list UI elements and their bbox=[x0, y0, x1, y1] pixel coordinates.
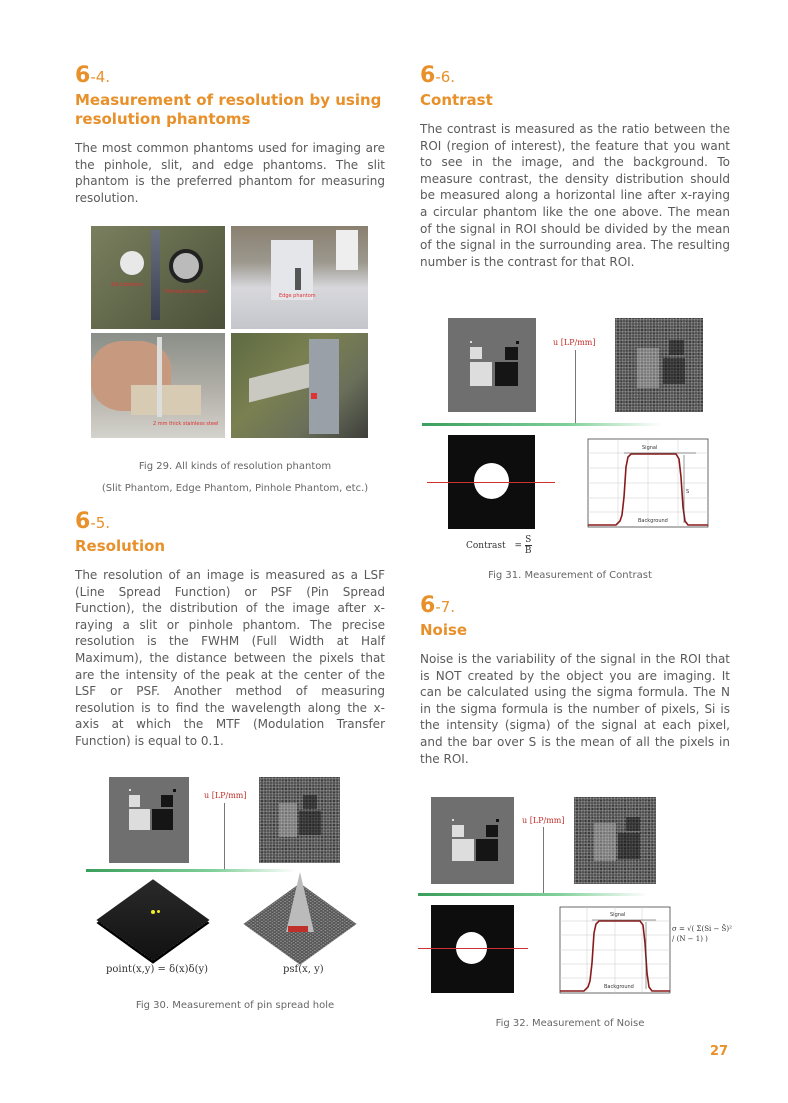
fig30-caption: Fig 30. Measurement of pin spread hole bbox=[135, 1000, 335, 1011]
section-number: 6-6. bbox=[420, 63, 456, 88]
section-title: Measurement of resolution by using resolution phantoms bbox=[75, 91, 382, 128]
section-6-5 bbox=[75, 510, 385, 750]
plot-background-label: Background bbox=[638, 518, 668, 524]
fig32-caption: Fig 32. Measurement of Noise bbox=[495, 1018, 645, 1029]
circular-phantom bbox=[431, 905, 514, 993]
photo-label-edge: Edge phantom bbox=[279, 293, 316, 299]
section-title: Contrast bbox=[420, 91, 493, 109]
section-body: The resolution of an image is measured as a LSF (Line Spread Function) or PSF (Pin Spread Function), the distribution of the image after x-raying a slit or pinhole phantom. The precise resolution is the FWHM (Full Width at Half Maximum), the distance between the pixels that are the intensity of the peak at the center of the LSF or PSF. Another method of measuring resolution is to find the wavelength along the x-axis at which the MTF (Modulation Transfer Function) is equal to 0.1. bbox=[75, 568, 385, 748]
axis-arrow bbox=[575, 350, 576, 424]
fig29-caption-line1: Fig 29. All kinds of resolution phantom bbox=[138, 461, 332, 472]
axis-arrow bbox=[224, 803, 225, 870]
point-surface-plot bbox=[97, 880, 209, 960]
section-number: 6-5. bbox=[75, 509, 111, 534]
noisy-image bbox=[615, 318, 703, 412]
contrast-profile-plot bbox=[576, 437, 712, 539]
photo-label-pinhole: Pinhole phantom bbox=[165, 289, 208, 295]
axis-arrow bbox=[543, 827, 544, 893]
section-title: Resolution bbox=[75, 537, 166, 555]
section-number: 6-7. bbox=[420, 593, 456, 618]
plot-signal-label: Signal bbox=[610, 912, 626, 918]
section-6-6 bbox=[420, 64, 730, 270]
formula-point: point(x,y) = δ(x)δ(y) bbox=[106, 964, 209, 975]
section-6-4 bbox=[75, 64, 385, 206]
sigma-formula: σ = √( Σ(Si − S̄)² / (N − 1) ) bbox=[672, 925, 732, 943]
contrast-formula: Contrast = $\frac{S}{B}$ bbox=[466, 535, 532, 556]
plot-s-label: S bbox=[686, 489, 690, 495]
section-6-7 bbox=[420, 594, 730, 767]
fig31-caption: Fig 31. Measurement of Contrast bbox=[488, 570, 652, 581]
lp-axis-label: u [LP/mm] bbox=[553, 338, 596, 347]
photo-edge-phantom bbox=[231, 226, 368, 329]
photo-label-steel: 2 mm thick stainless steel bbox=[153, 421, 219, 427]
phantom-image bbox=[448, 318, 536, 412]
plot-signal-label: Signal bbox=[642, 445, 658, 451]
section-number: 6-4. bbox=[75, 63, 111, 88]
plot-background-label: Background bbox=[604, 984, 634, 990]
photo-phantom-setup bbox=[231, 333, 368, 438]
fig29-caption-line2: (Slit Phantom, Edge Phantom, Pinhole Phantom, etc.) bbox=[101, 483, 369, 494]
formula-psf: psf(x, y) bbox=[283, 964, 324, 975]
section-body: The most common phantoms used for imaging are the pinhole, slit, and edge phantoms. The slit phantom is the preferred phantom for measuring resolution. bbox=[75, 141, 385, 205]
phantom-image bbox=[431, 797, 514, 884]
profile-line bbox=[427, 482, 555, 483]
lp-axis-label: u [LP/mm] bbox=[204, 791, 247, 800]
fig29-caption bbox=[75, 459, 395, 497]
section-body: The contrast is measured as the ratio between the ROI (region of interest), the feature that you want to see in the image, and the background. To measure contrast, the density distribution should be measured along a horizontal line after x-raying a circular phantom like the one above. The mean of the signal in ROI should be divided by the mean of the signal in the surrounding area. The resulting number is the contrast for that ROI. bbox=[420, 122, 730, 269]
section-body: Noise is the variability of the signal in the ROI that is NOT created by the object you are imaging. It can be calculated using the sigma formula. The N in the sigma formula is the number of pixels, Si is the intensity (sigma) of the signal at each pixel, and the bar over S is the mean of all the pixels in the ROI. bbox=[420, 652, 730, 766]
noisy-image bbox=[259, 777, 340, 863]
lp-axis-label: u [LP/mm] bbox=[522, 816, 565, 825]
psf-surface-plot bbox=[240, 870, 360, 962]
profile-line bbox=[418, 948, 528, 949]
green-rule bbox=[418, 893, 648, 896]
noise-profile-plot bbox=[548, 905, 674, 1005]
photo-label-slit: Slit phantom bbox=[111, 282, 143, 288]
page-number: 27 bbox=[710, 1044, 729, 1059]
green-rule bbox=[422, 423, 662, 426]
photo-stainless-steel bbox=[91, 333, 225, 438]
noisy-image bbox=[574, 797, 656, 884]
phantom-image bbox=[109, 777, 189, 863]
section-title: Noise bbox=[420, 621, 468, 639]
photo-slit-pinhole-phantoms bbox=[91, 226, 225, 329]
